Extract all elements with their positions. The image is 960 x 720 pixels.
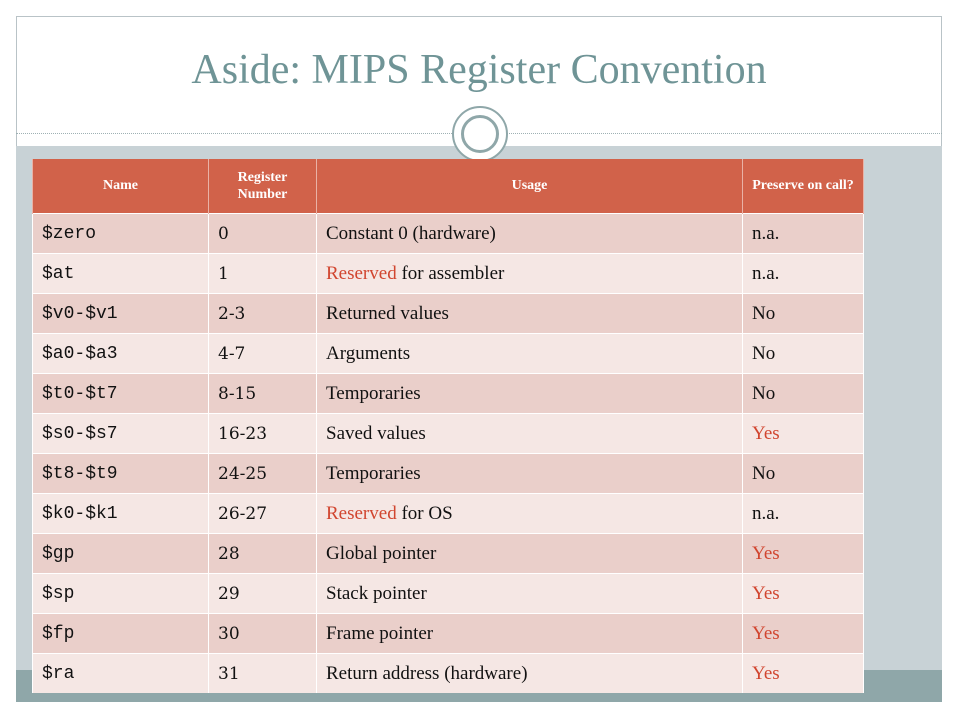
table-row xyxy=(33,454,864,494)
table-row xyxy=(33,414,864,454)
register-usage xyxy=(317,614,743,654)
table-header-row xyxy=(33,159,864,214)
register-name: $t8-$t9 xyxy=(33,454,209,494)
register-number: 0 xyxy=(209,214,317,254)
usage-highlight: Reserved xyxy=(326,502,397,524)
table-row xyxy=(33,374,864,414)
register-name: $t0-$t7 xyxy=(33,374,209,414)
register-usage xyxy=(317,494,743,534)
register-usage xyxy=(317,214,743,254)
preserve-on-call: Yes xyxy=(743,574,864,614)
preserve-on-call: n.a. xyxy=(743,494,864,534)
register-name: $fp xyxy=(33,614,209,654)
table-row xyxy=(33,254,864,294)
preserve-on-call: Yes xyxy=(743,414,864,454)
preserve-on-call: n.a. xyxy=(743,214,864,254)
preserve-on-call: Yes xyxy=(743,654,864,694)
usage-highlight: Reserved xyxy=(326,262,397,284)
register-name: $k0-$k1 xyxy=(33,494,209,534)
register-name: $ra xyxy=(33,654,209,694)
register-name: $zero xyxy=(33,214,209,254)
register-usage xyxy=(317,414,743,454)
register-number: 31 xyxy=(209,654,317,694)
table-row xyxy=(33,214,864,254)
register-usage xyxy=(317,654,743,694)
usage-text: Constant 0 (hardware) xyxy=(326,222,496,244)
register-usage xyxy=(317,574,743,614)
register-name: $at xyxy=(33,254,209,294)
circle-ornament-icon xyxy=(452,106,508,162)
table-row xyxy=(33,494,864,534)
table-row xyxy=(33,294,864,334)
usage-text: Global pointer xyxy=(326,542,437,564)
register-usage xyxy=(317,294,743,334)
register-table xyxy=(32,159,864,693)
usage-text: Arguments xyxy=(326,342,411,364)
preserve-on-call: n.a. xyxy=(743,254,864,294)
register-usage xyxy=(317,334,743,374)
register-number: 26-27 xyxy=(209,494,317,534)
register-name: $s0-$s7 xyxy=(33,414,209,454)
table-row xyxy=(33,534,864,574)
usage-text: for OS xyxy=(396,502,453,524)
preserve-on-call: No xyxy=(743,454,864,494)
table-row xyxy=(33,334,864,374)
usage-text: Saved values xyxy=(326,422,426,444)
register-usage xyxy=(317,454,743,494)
preserve-on-call: No xyxy=(743,374,864,414)
register-number: 4-7 xyxy=(209,334,317,374)
preserve-on-call: Yes xyxy=(743,534,864,574)
table-body xyxy=(33,214,864,694)
register-number: 28 xyxy=(209,534,317,574)
table-row xyxy=(33,574,864,614)
register-number: 29 xyxy=(209,574,317,614)
register-usage xyxy=(317,534,743,574)
table-row xyxy=(33,654,864,694)
register-name: $sp xyxy=(33,574,209,614)
register-name: $a0-$a3 xyxy=(33,334,209,374)
header-register-number: Register Number xyxy=(209,159,317,214)
register-usage xyxy=(317,254,743,294)
register-number: 24-25 xyxy=(209,454,317,494)
usage-text: Frame pointer xyxy=(326,622,434,644)
register-number: 8-15 xyxy=(209,374,317,414)
register-number: 30 xyxy=(209,614,317,654)
usage-text: Temporaries xyxy=(326,382,421,404)
preserve-on-call: Yes xyxy=(743,614,864,654)
register-number: 16-23 xyxy=(209,414,317,454)
register-name: $gp xyxy=(33,534,209,574)
usage-text: Temporaries xyxy=(326,462,421,484)
register-number: 1 xyxy=(209,254,317,294)
usage-text: for assembler xyxy=(396,262,505,284)
table-row xyxy=(33,614,864,654)
register-name: $v0-$v1 xyxy=(33,294,209,334)
usage-text: Return address (hardware) xyxy=(326,662,528,684)
header-usage: Usage xyxy=(317,159,743,214)
header-preserve-on-call: Preserve on call? xyxy=(743,159,864,214)
preserve-on-call: No xyxy=(743,334,864,374)
usage-text: Stack pointer xyxy=(326,582,427,604)
usage-text: Returned values xyxy=(326,302,449,324)
slide-title: Aside: MIPS Register Convention xyxy=(191,47,767,93)
register-usage xyxy=(317,374,743,414)
header-name: Name xyxy=(33,159,209,214)
preserve-on-call: No xyxy=(743,294,864,334)
register-number: 2-3 xyxy=(209,294,317,334)
